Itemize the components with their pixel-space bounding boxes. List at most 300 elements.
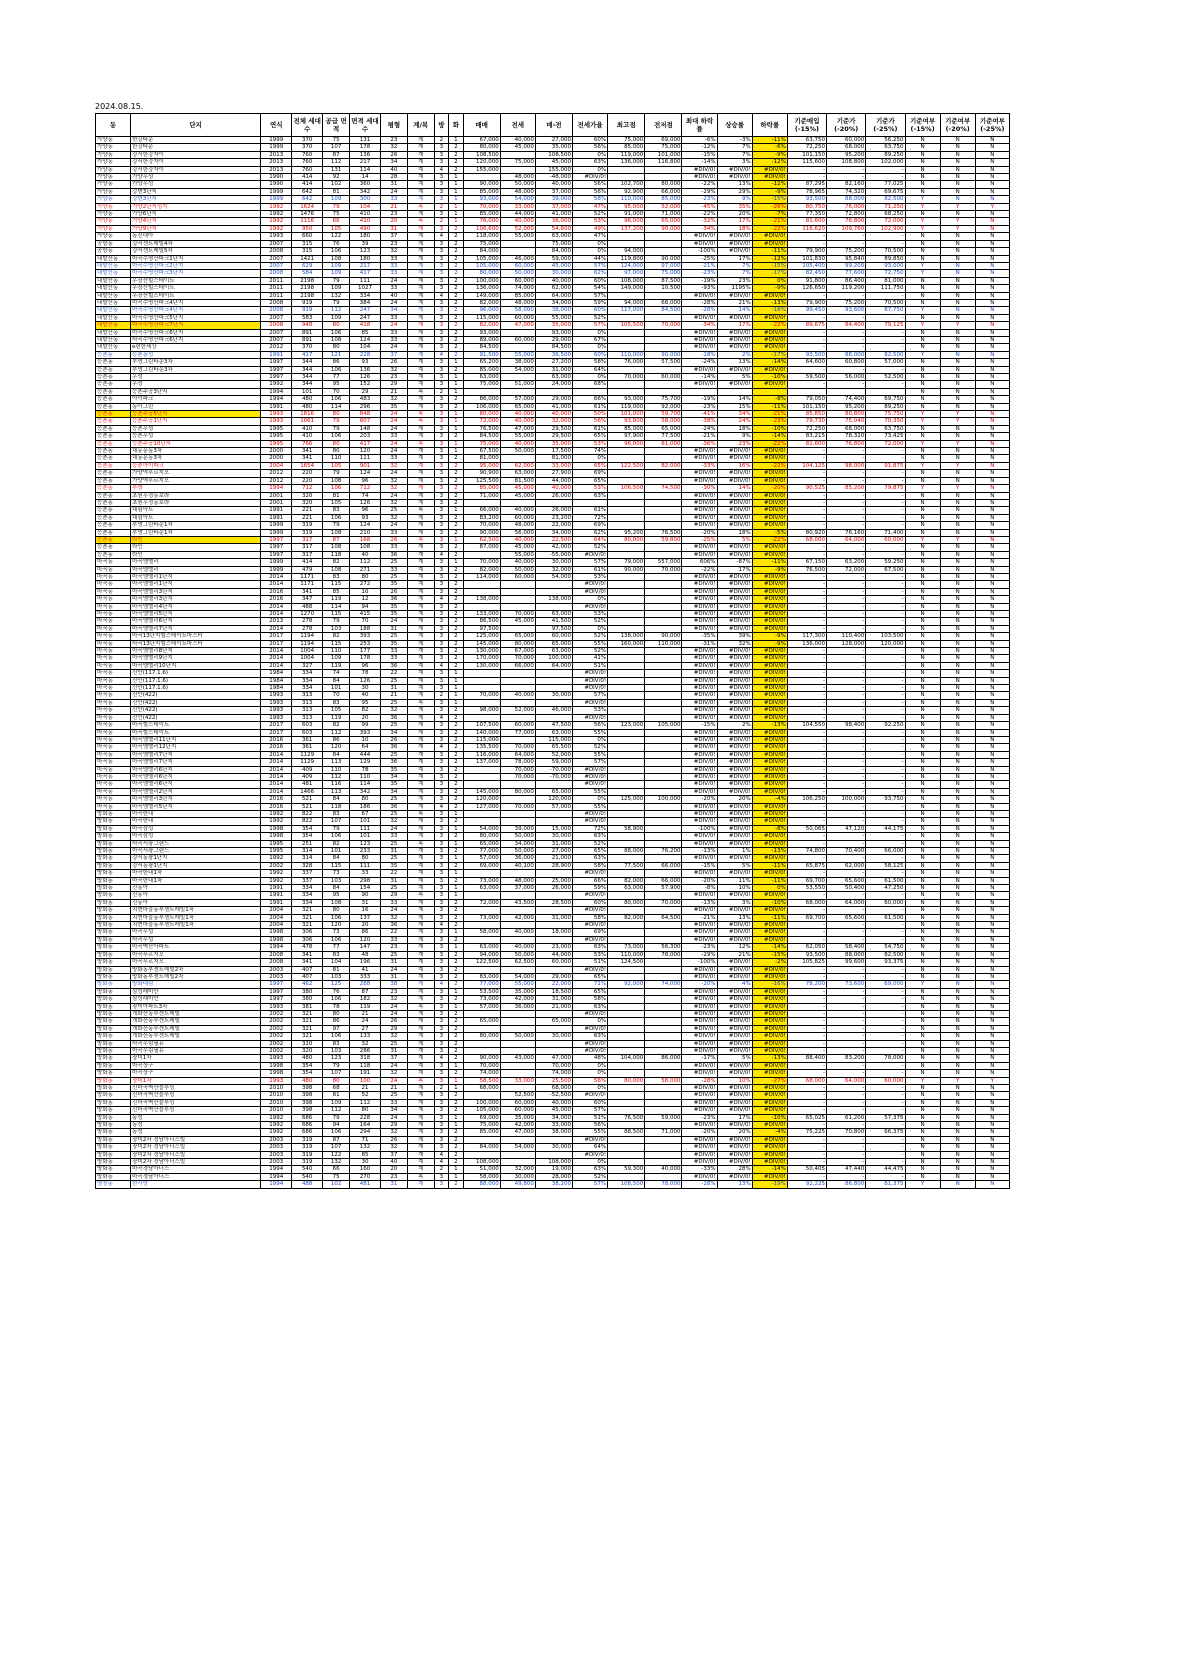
table-cell: N <box>905 1003 940 1010</box>
table-cell: 29,000 <box>535 396 572 403</box>
table-cell: 82,500 <box>866 351 905 358</box>
table-cell: N <box>975 988 1009 995</box>
table-cell: 34 <box>380 159 407 166</box>
table-cell: #DIV/0! <box>717 988 752 995</box>
table-cell: N <box>940 744 975 751</box>
table-cell: 60% <box>573 277 608 284</box>
table-cell: 87,295 <box>787 181 826 188</box>
table-cell: #DIV/0! <box>573 685 608 692</box>
table-cell: 22,000 <box>535 981 572 988</box>
table-cell: 24 <box>380 1077 407 1084</box>
table-cell: 91,875 <box>866 462 905 469</box>
table-cell: N <box>940 877 975 884</box>
table-cell: 84,500 <box>645 307 682 314</box>
table-cell: 44,000 <box>535 477 572 484</box>
table-cell <box>535 781 572 788</box>
table-cell: 75,000 <box>645 144 682 151</box>
table-cell: -14% <box>682 374 717 381</box>
table-cell: 58,125 <box>866 862 905 869</box>
table-cell: 67 <box>350 810 381 817</box>
table-cell: 60,000 <box>645 374 682 381</box>
table-cell: -21% <box>752 218 787 225</box>
table-cell: 182 <box>350 996 381 1003</box>
table-cell: 138,000 <box>463 596 500 603</box>
table-cell <box>500 922 535 929</box>
table-cell: 등촌동 <box>96 403 131 410</box>
table-cell: #DIV/0! <box>752 707 787 714</box>
table-cell: 3 <box>434 425 448 432</box>
table-cell: #DIV/0! <box>682 336 717 343</box>
table-cell: 57,000 <box>463 1003 500 1010</box>
table-cell: 24 <box>380 522 407 529</box>
table-cell: 120 <box>350 936 381 943</box>
table-cell: 1116 <box>292 218 323 225</box>
table-cell: 79 <box>323 299 350 306</box>
table-cell: N <box>905 240 940 247</box>
table-cell: 29 <box>380 1122 407 1129</box>
table-cell: #DIV/0! <box>717 685 752 692</box>
table-cell: 73,000 <box>463 996 500 1003</box>
table-cell: 2 <box>449 225 463 232</box>
table-cell: 106,000 <box>463 403 500 410</box>
table-cell: 2012 <box>261 470 292 477</box>
table-cell: 32 <box>380 514 407 521</box>
table-cell: 109 <box>323 196 350 203</box>
table-cell: 동신대아 <box>131 233 261 240</box>
table-cell: 2007 <box>261 240 292 247</box>
table-cell: 32 <box>380 996 407 1003</box>
table-cell: 52,000 <box>535 751 572 758</box>
table-row <box>96 1144 1010 1151</box>
table-cell: 마곡동 <box>96 640 131 647</box>
table-cell: - <box>866 544 905 551</box>
table-cell: 80,000 <box>645 181 682 188</box>
table-cell: 294 <box>350 1129 381 1136</box>
table-cell: - <box>866 707 905 714</box>
table-cell: 55% <box>573 1129 608 1136</box>
table-cell: 91,500 <box>463 351 500 358</box>
table-cell: - <box>866 655 905 662</box>
table-cell: 등촌동 <box>96 485 131 492</box>
table-cell: N <box>975 492 1009 499</box>
table-cell: #DIV/0! <box>717 166 752 173</box>
table-cell: 37,000 <box>535 188 572 195</box>
table-cell: - <box>827 1107 866 1114</box>
table-cell: #DIV/0! <box>717 803 752 810</box>
table-cell: 마곡동 <box>96 766 131 773</box>
table-cell <box>500 1040 535 1047</box>
table-cell: 93,500 <box>787 351 826 358</box>
table-row <box>96 455 1010 462</box>
table-cell: - <box>827 292 866 299</box>
table-cell: N <box>905 736 940 743</box>
table-cell: 334 <box>350 292 381 299</box>
table-cell: N <box>940 233 975 240</box>
table-cell: 79 <box>323 618 350 625</box>
table-cell: 가양동 <box>96 233 131 240</box>
table-cell: 0% <box>573 1085 608 1092</box>
table-cell: 3 <box>434 870 448 877</box>
table-cell: 71 <box>350 1136 381 1143</box>
table-cell: 106 <box>323 433 350 440</box>
table-cell: 32 <box>380 1129 407 1136</box>
table-cell: 2013 <box>261 618 292 625</box>
table-cell: 334 <box>292 670 323 677</box>
table-cell: - <box>866 751 905 758</box>
table-cell: - <box>787 670 826 677</box>
table-row <box>96 1166 1010 1173</box>
table-row <box>96 877 1010 884</box>
table-cell <box>645 248 682 255</box>
table-cell: 65,000 <box>535 788 572 795</box>
table-cell: 40,000 <box>500 411 535 418</box>
table-cell: 1 <box>449 218 463 225</box>
table-cell: 계 <box>407 425 434 432</box>
table-cell: 321 <box>292 1033 323 1040</box>
table-cell: 33 <box>380 285 407 292</box>
table-cell: 마곡동 <box>96 648 131 655</box>
table-cell: - <box>827 596 866 603</box>
table-cell: 1997 <box>261 981 292 988</box>
table-cell: 41,500 <box>535 618 572 625</box>
table-cell: 계 <box>407 336 434 343</box>
table-cell: -21% <box>752 411 787 418</box>
table-cell: 부영그린타운1차 <box>131 522 261 529</box>
table-cell: N <box>975 788 1009 795</box>
table-cell: 내발산동 <box>96 270 131 277</box>
table-cell: 71% <box>573 981 608 988</box>
table-cell: 31 <box>380 181 407 188</box>
table-row <box>96 892 1010 899</box>
table-cell: 606% <box>682 559 717 566</box>
table-cell: #DIV/0! <box>717 870 752 877</box>
table-cell: 마곡서광그랜드 <box>131 840 261 847</box>
table-cell: 3 <box>434 211 448 218</box>
table-cell: N <box>975 714 1009 721</box>
table-cell: 마곡동 <box>96 781 131 788</box>
table-cell: 개화산동부센트레빌 <box>131 1010 261 1017</box>
table-cell: 마곡벽산아파트 <box>131 944 261 951</box>
table-cell: 44,475 <box>866 1166 905 1173</box>
table-row <box>96 359 1010 366</box>
table-cell: N <box>975 440 1009 447</box>
table-cell: 59,000 <box>535 255 572 262</box>
table-cell: 342 <box>350 188 381 195</box>
table-cell: 19,000 <box>535 1166 572 1173</box>
table-cell: #DIV/0! <box>573 174 608 181</box>
table-cell: 12 <box>350 596 381 603</box>
table-cell: 37 <box>380 233 407 240</box>
table-cell <box>463 818 500 825</box>
table-cell: #DIV/0! <box>682 662 717 669</box>
table-cell: 354 <box>292 833 323 840</box>
table-cell: N <box>905 699 940 706</box>
table-cell <box>608 1010 645 1017</box>
table-cell: 가양역푸르지오 <box>131 477 261 484</box>
table-cell: 58% <box>573 862 608 869</box>
table-cell: 1991 <box>261 892 292 899</box>
table-cell: 54,000 <box>500 1144 535 1151</box>
table-cell: #DIV/0! <box>682 781 717 788</box>
table-cell: #DIV/0! <box>717 314 752 321</box>
table-cell: 25 <box>380 855 407 862</box>
table-cell: 75,700 <box>645 396 682 403</box>
table-cell: #DIV/0! <box>717 655 752 662</box>
table-cell: 65% <box>573 988 608 995</box>
table-cell: -38% <box>682 418 717 425</box>
table-cell: 2 <box>449 1047 463 1054</box>
table-cell: 마곡우림필유 <box>131 1040 261 1047</box>
table-cell: #DIV/0! <box>752 699 787 706</box>
table-cell: 3 <box>434 307 448 314</box>
table-cell: 2 <box>434 388 448 395</box>
table-cell: 마곡엠밸리 <box>131 559 261 566</box>
table-cell: N <box>975 307 1009 314</box>
table-cell: N <box>975 633 1009 640</box>
table-cell: 61,000 <box>645 440 682 447</box>
table-cell: 52% <box>573 840 608 847</box>
table-cell: -14% <box>752 1166 787 1173</box>
table-cell <box>717 388 752 395</box>
table-cell: -4% <box>752 1129 787 1136</box>
table-cell: 0% <box>573 1018 608 1025</box>
table-cell: 1992 <box>261 211 292 218</box>
table-cell: 407 <box>292 973 323 980</box>
table-cell: -28% <box>682 1077 717 1084</box>
table-row <box>96 1070 1010 1077</box>
table-cell: N <box>975 825 1009 832</box>
table-cell: N <box>905 292 940 299</box>
table-cell: 계 <box>407 477 434 484</box>
table-cell: - <box>787 818 826 825</box>
table-cell: -11% <box>752 248 787 255</box>
table-cell <box>500 796 535 803</box>
table-cell: 99 <box>350 722 381 729</box>
table-cell: N <box>975 1018 1009 1025</box>
table-cell: 94 <box>350 603 381 610</box>
table-cell: 73,000 <box>608 944 645 951</box>
table-cell: - <box>866 1144 905 1151</box>
table-cell: 3 <box>434 492 448 499</box>
table-cell: 신마곡벽산블루밍 <box>131 1085 261 1092</box>
table-cell: #DIV/0! <box>752 1136 787 1143</box>
table-row <box>96 151 1010 158</box>
table-cell: 51,000 <box>463 1166 500 1173</box>
table-cell: - <box>866 1173 905 1180</box>
table-cell: 3 <box>434 455 448 462</box>
table-cell: -9% <box>752 633 787 640</box>
table-cell: 2 <box>449 322 463 329</box>
table-cell: -55,000 <box>535 551 572 558</box>
table-cell: N <box>905 522 940 529</box>
table-cell: - <box>787 1070 826 1077</box>
table-cell: 85,000 <box>500 292 535 299</box>
table-cell <box>463 781 500 788</box>
table-cell: #DIV/0! <box>717 736 752 743</box>
table-cell: 3 <box>434 1114 448 1121</box>
table-cell: 101 <box>292 388 323 395</box>
table-cell: - <box>866 788 905 795</box>
table-cell: 92 <box>323 174 350 181</box>
table-cell: 760 <box>292 151 323 158</box>
table-cell: 78,000 <box>645 1181 682 1188</box>
table-cell: 계 <box>407 1018 434 1025</box>
table-cell: 221 <box>292 507 323 514</box>
table-cell: 145,000 <box>463 640 500 647</box>
table-row <box>96 677 1010 684</box>
table-cell: N <box>940 1181 975 1188</box>
table-cell: #DIV/0! <box>682 381 717 388</box>
table-cell: 2 <box>449 848 463 855</box>
table-cell: 1 <box>449 810 463 817</box>
table-cell: N <box>905 1062 940 1069</box>
table-cell: #DIV/0! <box>573 1047 608 1054</box>
table-cell: - <box>827 611 866 618</box>
table-row <box>96 959 1010 966</box>
table-cell: 4 <box>434 233 448 240</box>
table-cell: 17% <box>717 255 752 262</box>
table-cell: N <box>940 1085 975 1092</box>
table-cell: N <box>975 922 1009 929</box>
table-cell: - <box>787 840 826 847</box>
table-cell: N <box>940 1033 975 1040</box>
table-cell: 1991 <box>261 514 292 521</box>
table-cell: 79,900 <box>787 248 826 255</box>
table-cell: -23% <box>682 1114 717 1121</box>
table-row <box>96 566 1010 573</box>
table-cell: 25 <box>380 677 407 684</box>
table-cell: #DIV/0! <box>752 233 787 240</box>
table-cell <box>535 1010 572 1017</box>
table-cell: N <box>905 255 940 262</box>
table-cell: - <box>827 759 866 766</box>
table-cell: 24 <box>380 907 407 914</box>
table-cell: 계 <box>407 685 434 692</box>
table-row <box>96 803 1010 810</box>
table-cell: 2 <box>449 529 463 536</box>
table-cell: 59,800 <box>645 536 682 543</box>
table-cell: 66,000 <box>463 507 500 514</box>
table-cell: -14% <box>752 359 787 366</box>
table-cell: 341 <box>292 448 323 455</box>
table-row <box>96 1025 1010 1032</box>
table-cell: 80,000 <box>463 411 500 418</box>
table-cell: 1999 <box>261 522 292 529</box>
table-cell: -21% <box>682 914 717 921</box>
table-cell: 70,000 <box>500 744 535 751</box>
table-cell: 3 <box>434 944 448 951</box>
table-cell: 마곡동 <box>96 611 131 618</box>
table-cell: 93,750 <box>866 796 905 803</box>
table-cell: 3 <box>434 1144 448 1151</box>
table-cell: 415 <box>350 611 381 618</box>
table-cell: 105 <box>323 462 350 469</box>
table-cell: - <box>787 736 826 743</box>
table-cell: - <box>787 581 826 588</box>
table-cell: 계 <box>407 818 434 825</box>
table-cell: 2002 <box>261 1010 292 1017</box>
table-cell: 85,000 <box>463 188 500 195</box>
table-cell: 초원우정동보라 <box>131 492 261 499</box>
table-cell: 217 <box>350 262 381 269</box>
table-cell: - <box>787 1099 826 1106</box>
table-cell: 63,000 <box>463 885 500 892</box>
table-cell: N <box>905 944 940 951</box>
table-cell: 78,965 <box>787 188 826 195</box>
table-cell: N <box>905 855 940 862</box>
table-cell: #DIV/0! <box>682 973 717 980</box>
table-cell: 712 <box>350 485 381 492</box>
table-cell <box>645 1003 682 1010</box>
table-cell: 32 <box>380 1144 407 1151</box>
table-cell: 36 <box>380 759 407 766</box>
table-cell: - <box>866 736 905 743</box>
table-cell: 123 <box>350 840 381 847</box>
table-row <box>96 351 1010 358</box>
table-cell: 96 <box>350 477 381 484</box>
table-cell: N <box>940 648 975 655</box>
table-cell: N <box>940 299 975 306</box>
table-row <box>96 670 1010 677</box>
table-cell: 마곡동 <box>96 603 131 610</box>
table-cell: 2 <box>449 781 463 788</box>
table-cell: 33 <box>380 270 407 277</box>
table-cell: 93,000 <box>535 329 572 336</box>
table-cell: 45,000 <box>535 1107 572 1114</box>
table-cell <box>535 677 572 684</box>
table-cell: 82,500 <box>866 951 905 958</box>
table-cell <box>500 966 535 973</box>
table-cell: 방화동 <box>96 922 131 929</box>
table-cell: N <box>905 877 940 884</box>
table-cell: N <box>940 559 975 566</box>
table-cell: - <box>827 1099 866 1106</box>
table-cell: - <box>827 1018 866 1025</box>
table-cell <box>645 544 682 551</box>
table-cell: - <box>787 707 826 714</box>
table-cell: 320 <box>292 1040 323 1047</box>
table-cell <box>500 1047 535 1054</box>
table-cell: 3 <box>434 722 448 729</box>
table-cell: 마곡우림필유 <box>131 1047 261 1054</box>
table-cell: - <box>827 729 866 736</box>
table-cell: 54,000 <box>500 196 535 203</box>
table-cell: 40,000 <box>535 411 572 418</box>
table-cell: 38,200 <box>535 1181 572 1188</box>
table-cell: 계 <box>407 381 434 388</box>
table-cell: #DIV/0! <box>717 744 752 751</box>
table-cell <box>645 1159 682 1166</box>
table-cell <box>463 907 500 914</box>
table-cell: 방화대림 <box>131 981 261 988</box>
table-cell: 29 <box>350 388 381 395</box>
table-cell: N <box>940 803 975 810</box>
table-cell: 계 <box>407 1047 434 1054</box>
table-cell: N <box>975 159 1009 166</box>
table-cell: 2 <box>449 625 463 632</box>
table-cell: 58,500 <box>463 1077 500 1084</box>
table-cell: 2 <box>449 877 463 884</box>
table-cell: N <box>905 366 940 373</box>
table-cell: 56% <box>573 1077 608 1084</box>
table-cell: 계 <box>407 485 434 492</box>
table-cell <box>645 729 682 736</box>
table-cell: 32 <box>380 248 407 255</box>
table-cell: 78,000 <box>645 951 682 958</box>
table-cell: - <box>866 907 905 914</box>
table-cell: 마곡수명산파크6단지 <box>131 329 261 336</box>
table-cell: 32 <box>380 1070 407 1077</box>
